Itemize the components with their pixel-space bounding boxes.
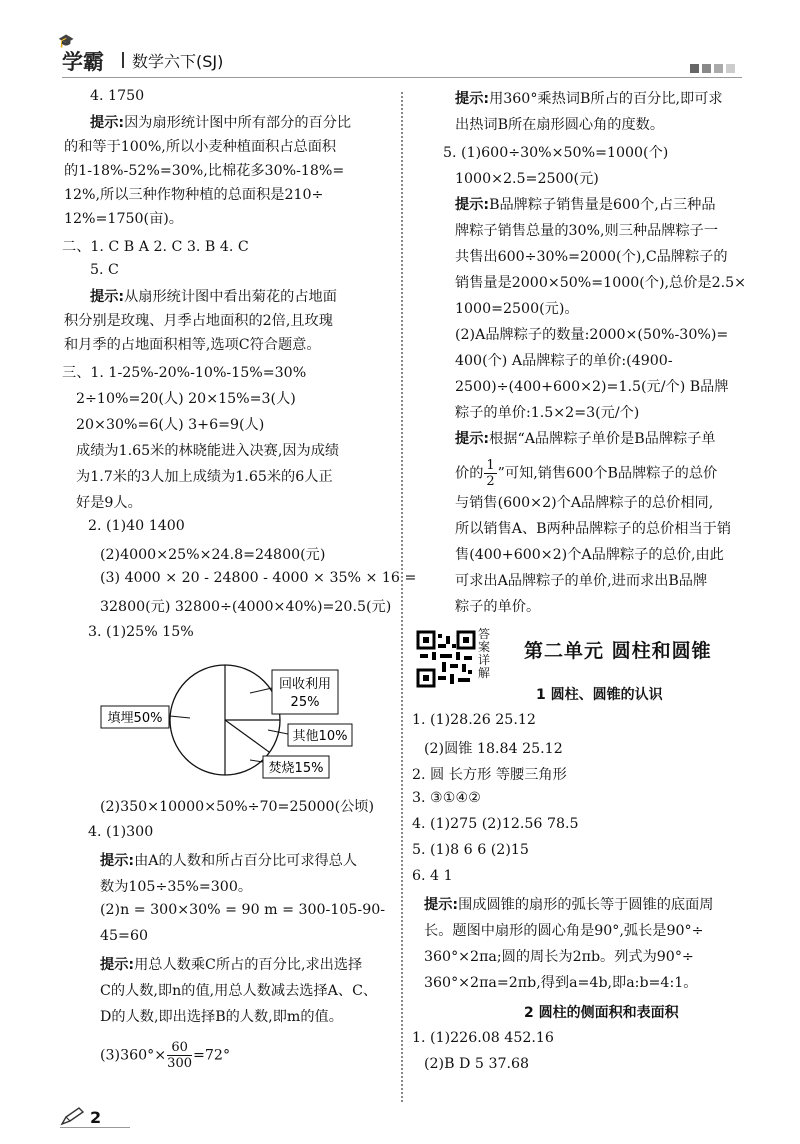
hint-line: 提示:从扇形统计图中看出菊花的占地面	[90, 289, 337, 305]
hint-line: 提示:根据“A品牌粽子单价是B品牌粽子单	[455, 431, 716, 447]
answer-line: 6. 4 1	[412, 868, 453, 884]
hint-label: 提示:	[90, 289, 125, 305]
answer-line: 为1.7米的3人加上成绩为1.65米的6人正	[76, 469, 333, 485]
answer-line	[100, 1040, 230, 1071]
answer-line: 5. (1)8 6 6 (2)15	[412, 842, 529, 858]
hint-label: 提示:	[424, 897, 459, 913]
hint-line: 360°×2πa;圆的周长为2πb。列式为90°÷	[424, 949, 694, 965]
hint-line: 所以销售A、B两种品牌粽子的总价相当于销	[455, 521, 732, 537]
answer-line: 5. C	[90, 262, 119, 278]
answer-line: (2)350×10000×50%÷70=25000(公顷)	[100, 799, 375, 815]
graduation-cap-icon: 🎓	[58, 34, 75, 49]
page-header	[58, 34, 742, 76]
hint-line: C的人数,即n的值,用总人数减去选择A、C、	[100, 983, 378, 999]
hint-line: 牌粽子销售总量的30%,则三种品牌粽子一	[455, 223, 719, 239]
header-separator	[122, 52, 124, 68]
hint-label: 提示:	[455, 91, 490, 107]
answer-line: (2)圆锥 18.84 25.12	[424, 741, 563, 757]
hint-line: 12%=1750(亩)。	[64, 211, 183, 227]
answer-line: 45=60	[100, 928, 148, 944]
hint-line: 销售量是2000×50%=1000(个),总价是2.5×	[455, 275, 747, 291]
page-number: 2	[90, 1108, 102, 1127]
fraction	[484, 458, 496, 489]
footer-rule	[60, 1127, 130, 1128]
unit-title: 第二单元 圆柱和圆锥	[524, 640, 712, 662]
answer-line: 3. ③①④②	[412, 790, 481, 806]
header-decor-square	[690, 64, 699, 73]
answer-line: 3. (1)25% 15%	[88, 624, 194, 640]
answer-line: 32800(元) 32800÷(4000×40%)=20.5(元)	[100, 599, 392, 615]
hint-line: 提示:B品牌粽子销售量是600个,占三种品	[455, 197, 716, 213]
answer-text: (3)360°×	[100, 1047, 167, 1064]
fraction-denominator: 300	[167, 1056, 192, 1071]
header-rule	[62, 77, 742, 78]
hint-line: 12%,所以三种作物种植的总面积是210÷	[64, 187, 324, 203]
hint-line: 长。题图中扇形的圆心角是90°,弧长是90°÷	[424, 923, 704, 939]
answer-line: 4. (1)275 (2)12.56 78.5	[412, 816, 579, 832]
hint-label: 提示:	[100, 957, 135, 973]
answer-line: 好是9人。	[76, 495, 142, 511]
answer-line: 2. (1)40 1400	[88, 518, 185, 534]
section-title: 2 圆柱的侧面积和表面积	[524, 1005, 679, 1021]
hint-text: ”可知,销售600个B品牌粽子的总价	[497, 465, 718, 482]
pencil-icon	[60, 1106, 86, 1126]
column-divider	[401, 92, 403, 1102]
brand-logo: 🎓 学霸	[58, 34, 104, 74]
answer-line: (2)A品牌粽子的数量:2000×(50%-30%)=	[455, 327, 729, 343]
hint-line: 与销售(600×2)个A品牌粽子的总价相同,	[455, 495, 714, 511]
hint-line: 提示:由A的人数和所占百分比可求得总人	[100, 853, 358, 869]
hint-line: 售(400+600×2)个A品牌粽子的总价,由此	[455, 547, 724, 563]
pie-label: 25%	[290, 695, 320, 710]
answer-line: 4. (1)300	[88, 824, 154, 840]
answer-line: 1000×2.5=2500(元)	[455, 171, 599, 187]
answer-line: 2. 圆 长方形 等腰三角形	[412, 767, 567, 783]
pie-label: 焚烧15%	[268, 761, 324, 776]
answer-line: 二、1. C B A 2. C 3. B 4. C	[62, 239, 249, 255]
pie-label: 其他10%	[292, 729, 348, 744]
fraction-numerator: 1	[486, 458, 495, 473]
hint-line: 提示:围成圆锥的扇形的弧长等于圆锥的底面周	[424, 897, 714, 913]
answer-line: (2)n = 300×30% = 90 m = 300-105-90-	[100, 902, 386, 918]
answer-line: (3) 4000 × 20 - 24800 - 4000 × 35% × 16 =	[100, 570, 417, 586]
answer-text: =72°	[193, 1047, 231, 1064]
hint-line: 的1-18%-52%=30%,比棉花多30%-18%=	[64, 163, 345, 179]
answer-line: (2)B D 5 37.68	[424, 1056, 530, 1072]
hint-line: 和月季的占地面积相等,选项C符合题意。	[64, 337, 321, 353]
hint-label: 提示:	[455, 431, 490, 447]
answer-line: 4. 1750	[90, 88, 145, 104]
pie-leader	[250, 688, 272, 693]
answer-line: 2500)÷(400+600×2)=1.5(元/个) B品牌	[455, 379, 729, 395]
answer-line: 1. (1)28.26 25.12	[412, 712, 536, 728]
answer-line: 400(个) A品牌粽子的单价:(4900-	[455, 353, 673, 369]
answer-line: 5. (1)600÷30%×50%=1000(个)	[443, 145, 669, 161]
hint-label: 提示:	[455, 197, 490, 213]
fraction-numerator: 60	[167, 1040, 192, 1056]
header-decor-square	[714, 64, 723, 73]
hint-label: 提示:	[90, 115, 125, 131]
hint-line: 数为105÷35%=300。	[100, 879, 253, 895]
section-title: 1 圆柱、圆锥的认识	[536, 687, 663, 703]
answer-line: 20×30%=6(人) 3+6=9(人)	[76, 417, 265, 433]
pie-divider	[225, 720, 270, 752]
hint-line: 360°×2πa=2πb,得到a=4b,即a:b=4:1。	[424, 975, 698, 991]
answer-line: 成绩为1.65米的林晓能进入决赛,因为成绩	[76, 443, 340, 459]
answer-line: 三、1. 1-25%-20%-10%-15%=30%	[62, 365, 307, 381]
hint-line: D的人数,即出选择B的人数,即m的值。	[100, 1009, 343, 1025]
hint-text: 价的	[455, 465, 484, 482]
hint-line: 提示:用总人数乘C所占的百分比,求出选择	[100, 957, 363, 973]
book-title: 数学六下(SJ)	[132, 52, 224, 71]
hint-line: 出热词B所在扇形圆心角的度数。	[455, 117, 665, 133]
hint-line: 可求出A品牌粽子的单价,进而求出B品牌	[455, 573, 708, 589]
hint-line: 积分别是玫瑰、月季占地面积的2倍,且玫瑰	[64, 313, 333, 329]
hint-line: 共售出600÷30%=2000(个),C品牌粽子的	[455, 249, 728, 265]
hint-label: 提示:	[100, 853, 135, 869]
hint-line: 的和等于100%,所以小麦种植面积占总面积	[64, 139, 337, 155]
pie-chart	[100, 660, 400, 790]
hint-line: 粽子的单价。	[455, 599, 541, 615]
answer-line: 粽子的单价:1.5×2=3(元/个)	[455, 405, 640, 421]
answer-line: (2)4000×25%×24.8=24800(元)	[100, 547, 326, 563]
hint-line: 提示:因为扇形统计图中所有部分的百分比	[90, 115, 352, 131]
answer-line: 2÷10%=20(人) 20×15%=3(人)	[76, 391, 296, 407]
fraction-denominator: 2	[486, 474, 495, 489]
hint-line: 提示:用360°乘热词B所占的百分比,即可求	[455, 91, 723, 107]
fraction	[167, 1040, 192, 1071]
qr-code-icon[interactable]	[416, 630, 476, 688]
header-decor-square	[702, 64, 711, 73]
pie-label: 回收利用	[278, 677, 332, 692]
header-decor-square	[726, 64, 735, 73]
hint-line: 1000=2500(元)。	[455, 301, 579, 317]
pie-label: 填埋50%	[107, 711, 163, 726]
pie-leader	[170, 716, 190, 718]
qr-caption: 答案详解	[478, 627, 491, 680]
hint-line	[455, 458, 717, 489]
answer-line: 1. (1)226.08 452.16	[412, 1030, 554, 1046]
